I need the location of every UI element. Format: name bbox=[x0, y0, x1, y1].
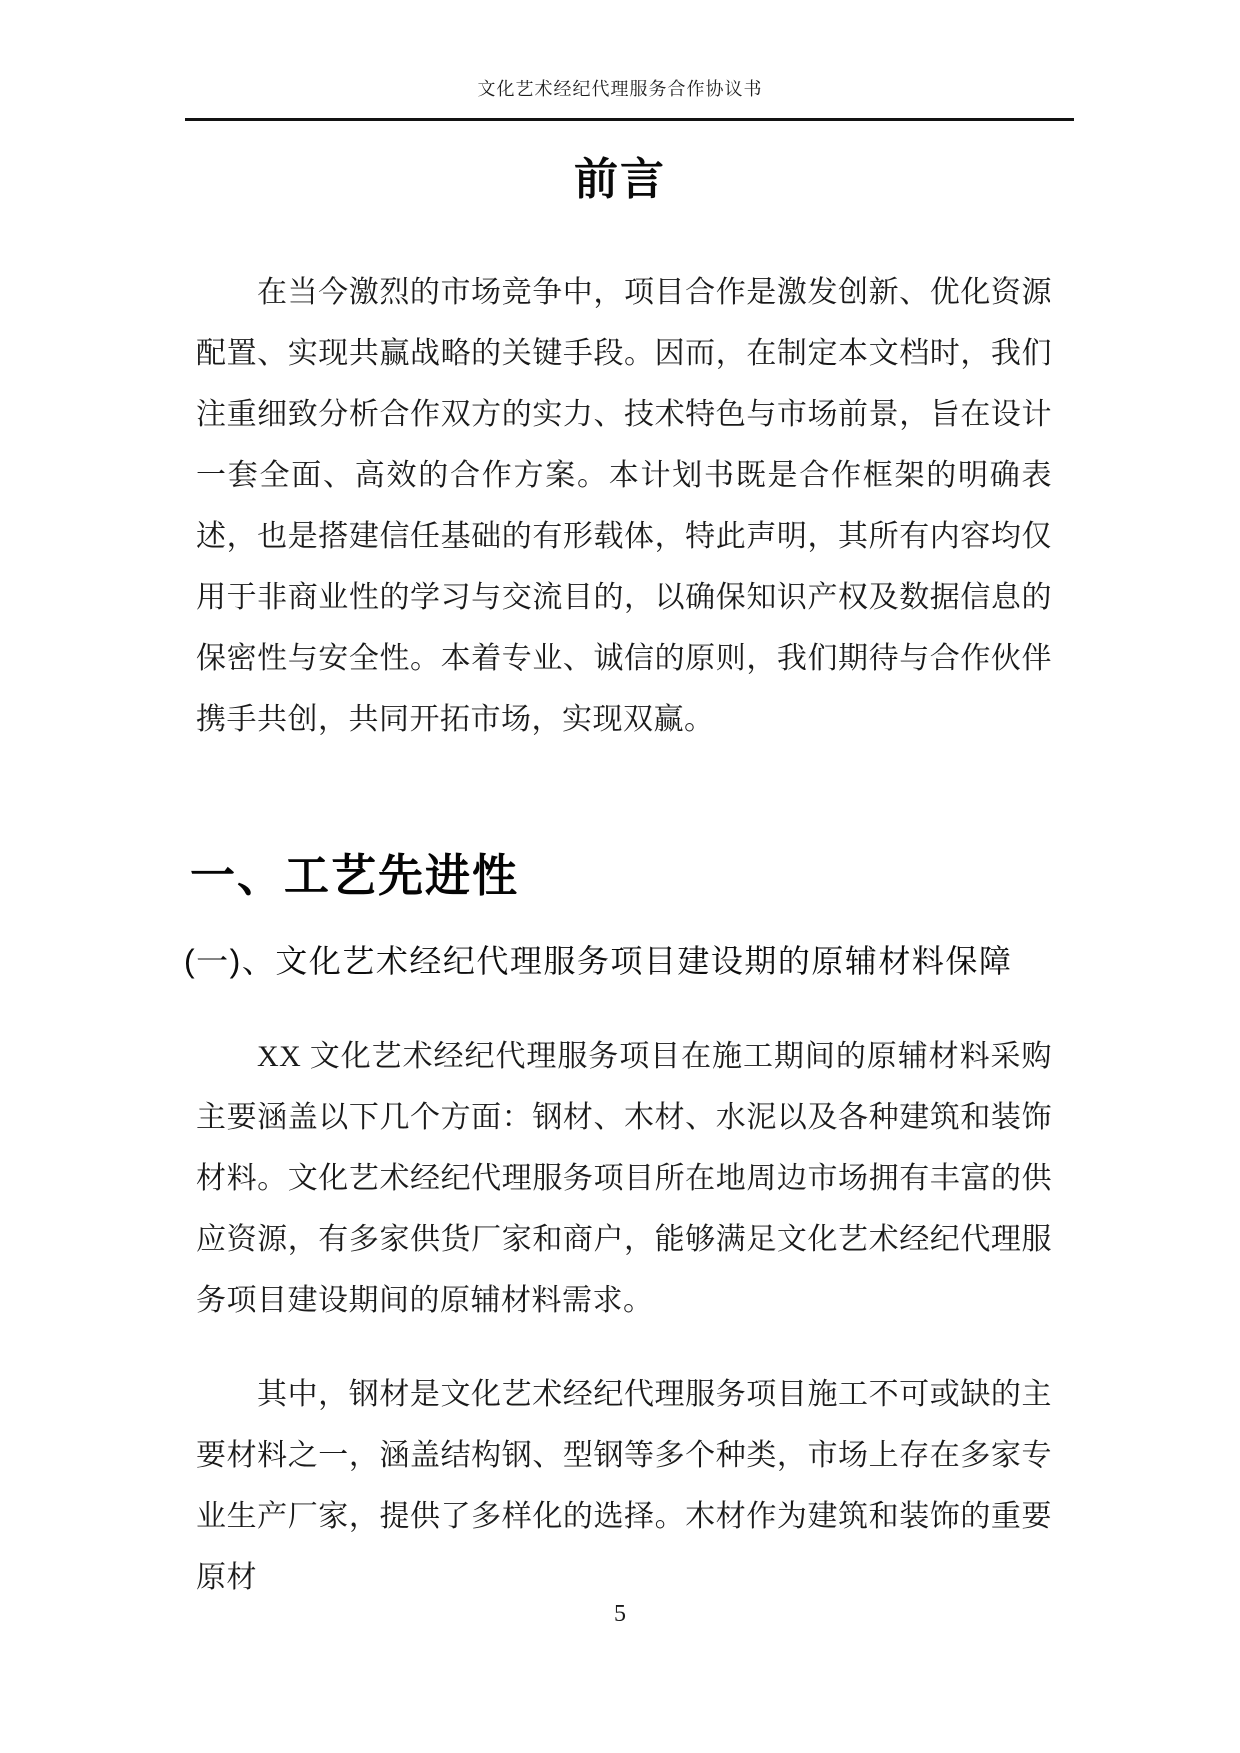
document-title: 前言 bbox=[574, 155, 666, 204]
page-number: 5 bbox=[614, 1601, 626, 1627]
body-paragraph-2: 其中，钢材是文化艺术经纪代理服务项目施工不可或缺的主要材料之一，涵盖结构钢、型钢等多个种类，市场上存在多家专业生产厂家，提供了多样化的选择。木材作为建筑和装饰的重要原材 bbox=[196, 1378, 1052, 1594]
intro-paragraph: 在当今激烈的市场竞争中，项目合作是激发创新、优化资源配置、实现共赢战略的关键手段。因而，在制定本文档时，我们注重细致分析合作双方的实力、技术特色与市场前景，旨在设计一套全面、高效的合作方案。本计划书既是合作框架的明确表述，也是搭建信任基础的有形载体，特此声明，其所有内容均仅用于非商业性的学习与交流目的，以确保知识产权及数据信息的保密性与安全性。本着专业、诚信的原则，我们期待与合作伙伴携手共创，共同开拓市场，实现双赢。 bbox=[196, 276, 1052, 736]
section-heading: 一、工艺先进性 bbox=[190, 850, 520, 901]
header-divider bbox=[185, 118, 1074, 121]
body-paragraph-1: XX 文化艺术经纪代理服务项目在施工期间的原辅材料采购主要涵盖以下几个方面：钢材、木材、水泥以及各种建筑和装饰材料。文化艺术经纪代理服务项目所在地周边市场拥有丰富的供应资源，有多家供货厂家和商户，能够满足文化艺术经纪代理服务项目建设期间的原辅材料需求。 bbox=[196, 1040, 1052, 1317]
running-header-title: 文化艺术经纪代理服务合作协议书 bbox=[477, 79, 763, 99]
subsection-heading: (一)、文化艺术经纪代理服务项目建设期的原辅材料保障 bbox=[184, 943, 1013, 979]
